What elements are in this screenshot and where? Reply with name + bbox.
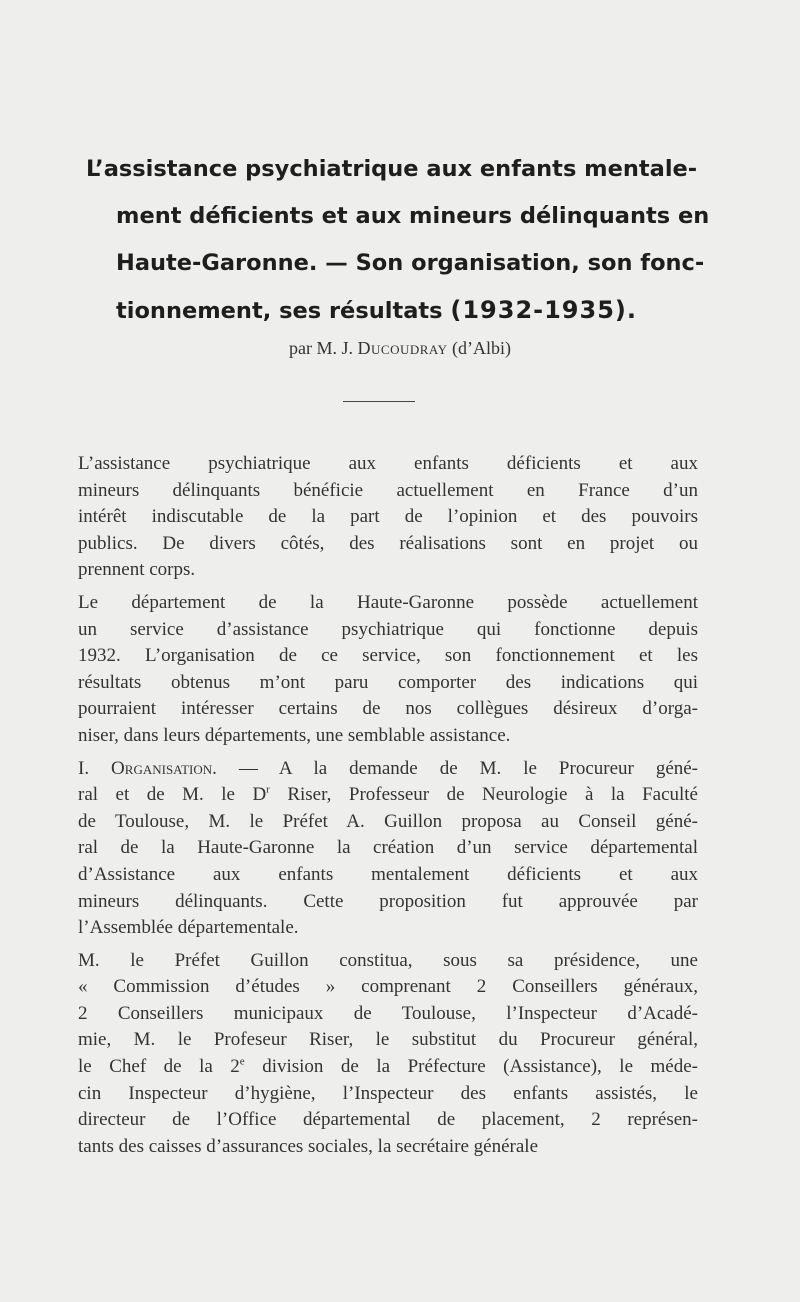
title-line-3: Haute-Garonne. — Son organisation, son fonc- (116, 250, 705, 276)
text-fragment: le Chef de la 2 (78, 1056, 240, 1078)
text-line: publics. De divers côtés, des réalisations sont en projet ou (78, 532, 698, 554)
paragraph-3 (78, 756, 698, 942)
text-line: cin Inspecteur d’hygiène, l’Inspecteur des enfants assistés, le (78, 1082, 698, 1104)
text-line (78, 782, 698, 809)
text-line: L’assistance psychiatrique aux enfants déficients et aux (78, 453, 698, 474)
text-line: mineurs délinquants. Cette proposition fut approuvée par (78, 890, 698, 912)
text-line: tants des caisses d’assurances sociales, la secrétaire générale (78, 1135, 539, 1157)
superscript: r (266, 783, 270, 796)
article-body (78, 451, 698, 1166)
text-line: niser, dans leurs départements, une semblable assistance. (78, 724, 511, 746)
byline (0, 338, 800, 359)
text-line: un service d’assistance psychiatrique qui fonctionne depuis (78, 618, 698, 640)
text-line (78, 1054, 698, 1081)
title-line-4 (86, 287, 726, 335)
text-line: directeur de l’Office départemental de placement, 2 représen- (78, 1109, 698, 1131)
title-line-4-text: tionnement, ses résultats (116, 298, 443, 324)
text-line: Le département de la Haute-Garonne possède actuellement (78, 591, 698, 613)
text-fragment: Riser, Professeur de Neurologie à la Faculté (269, 784, 698, 806)
text-line: mineurs délinquants bénéficie actuellement en France d’un (78, 479, 698, 501)
byline-suffix: (d’Albi) (452, 338, 511, 358)
superscript: e (239, 1055, 245, 1068)
text-fragment: — A la demande de M. le Procureur géné- (216, 757, 699, 779)
text-fragment: division de la Préfecture (Assistance), le méde- (244, 1056, 698, 1078)
text-line: « Commission d’études » comprenant 2 Conseillers généraux, (78, 976, 698, 998)
author-name: Ducoudray (357, 338, 448, 358)
title-line-1: L’assistance psychiatrique aux enfants mentale- (86, 156, 698, 182)
text-line: M. le Préfet Guillon constitua, sous sa présidence, une (78, 949, 698, 971)
text-line (78, 756, 698, 783)
text-line: 2 Conseillers municipaux de Toulouse, l’Inspecteur d’Acadé- (78, 1002, 698, 1024)
byline-prefix: par M. J. (289, 338, 354, 358)
paragraph-1 (78, 451, 698, 584)
section-heading: I. Organisation. (78, 757, 217, 779)
text-line: 1932. L’organisation de ce service, son fonctionnement et les (78, 645, 698, 667)
text-line: ral de la Haute-Garonne la création d’un service départemental (78, 837, 698, 859)
text-fragment: ral et de M. le D (78, 784, 267, 806)
text-line: intérêt indiscutable de la part de l’opinion et des pouvoirs (78, 506, 698, 528)
title-years: (1932-1935). (450, 296, 637, 324)
text-line: l’Assemblée départementale. (78, 917, 299, 939)
text-line: d’Assistance aux enfants mentalement déficients et aux (78, 863, 698, 885)
text-line: pourraient intéresser certains de nos collègues désireux d’orga- (78, 698, 698, 720)
text-line: prennent corps. (78, 559, 196, 581)
article-title (86, 146, 726, 335)
paragraph-4 (78, 948, 698, 1161)
text-line: résultats obtenus m’ont paru comporter des indications qui (78, 671, 698, 693)
title-line-2: ment déficients et aux mineurs délinquants en (116, 203, 710, 229)
paragraph-2 (78, 590, 698, 750)
text-line: mie, M. le Profeseur Riser, le substitut du Procureur général, (78, 1029, 698, 1051)
title-separator-rule (343, 401, 415, 402)
text-line: de Toulouse, M. le Préfet A. Guillon proposa au Conseil géné- (78, 810, 698, 832)
